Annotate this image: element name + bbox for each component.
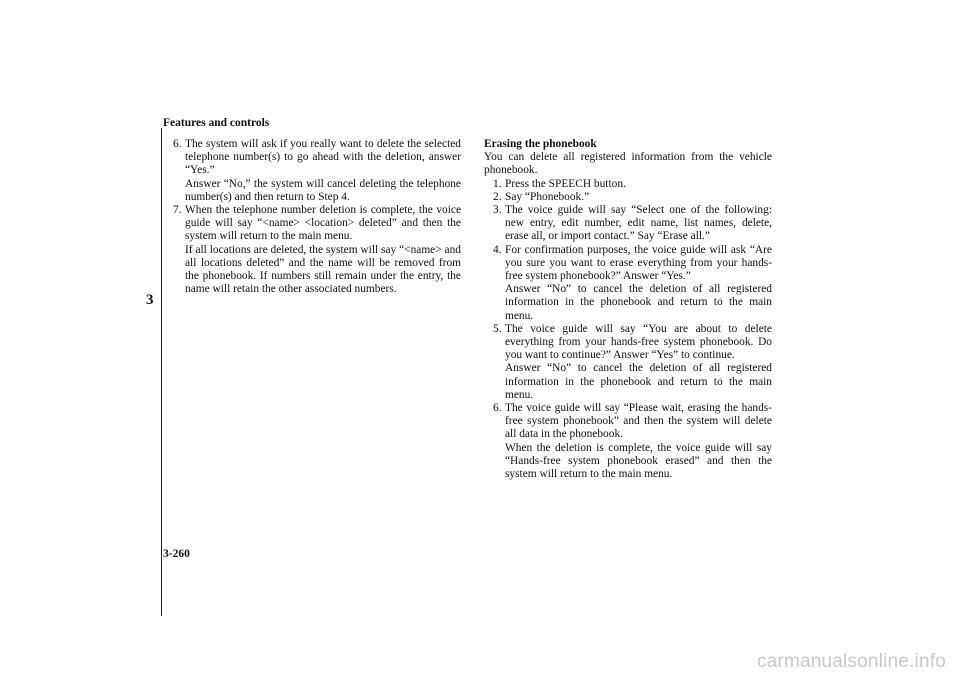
step-number: 6. [173,138,182,150]
step-paragraph: Say “Phonebook.” [505,190,590,203]
list-item [493,402,772,481]
step-paragraph: When the telephone number deletion is complete, the voice guide will say “<name> <location> deleted” and then the system will return to the main menu. [185,204,461,243]
step-paragraph: Answer “No” to cancel the deletion of all registered information in the phonebook and return to the main menu. [505,283,772,322]
list-item [493,204,772,244]
step-paragraph: Answer “No” to cancel the deletion of all registered information in the phonebook and return to the main menu. [505,362,772,401]
list-item [493,178,772,191]
step-number: 3. [493,204,502,217]
step-paragraph: The voice guide will say “Select one of the following: new entry, edit number, edit name, list names, delete, erase all, or import contact.” Say “Erase all.” [505,204,772,243]
step-paragraph: The voice guide will say “You are about to delete everything from your hands-free system phonebook. Do you want to continue?” Answer “Yes” to continue. [505,322,772,362]
step-number: 5. [493,322,502,335]
section-title: Erasing the phonebook [484,138,597,150]
page-number: 3-260 [163,548,190,560]
step-body [505,178,772,191]
step-paragraph: The voice guide will say “Please wait, erasing the hands-free system phonebook” and then the system will delete all data in the phonebook. [505,402,772,441]
step-number: 4. [493,243,502,256]
right-column [484,138,772,481]
step-number: 6. [493,402,502,415]
step-paragraph: For confirmation purposes, the voice guide will ask “Are you sure you want to erase everything from your hands-free system phonebook?” Answer “Yes.” [505,243,772,283]
step-body [505,191,772,204]
step-body [505,204,772,244]
list-item [173,138,461,204]
step-body [185,204,461,296]
step-paragraph: Answer “No,” the system will cancel deleting the telephone number(s) and then return to Step 4. [185,177,461,203]
section-intro: You can delete all registered information from the vehicle phonebook. [484,151,772,177]
list-item [493,323,772,402]
site-watermark: carmanualsonline.info [756,651,946,672]
step-number: 7. [173,204,182,217]
step-paragraph: If all locations are deleted, the system will say “<name> and all locations deleted” and the name will be removed from the phonebook. If numbers still remain under the entry, the name will retain the other associated numbers. [185,243,461,296]
left-column [173,138,461,296]
step-paragraph: The system will ask if you really want to delete the selected telephone number(s) to go ahead with the deletion, answer “Yes.” [185,138,461,177]
step-body [185,138,461,204]
step-body [505,244,772,323]
step-number: 2. [493,190,502,203]
steps-list [484,178,772,482]
step-body [505,402,772,481]
chapter-number: 3 [146,292,154,308]
chapter-tab-rule [138,128,162,616]
step-paragraph: Press the SPEECH button. [505,177,626,190]
page-header-title: Features and controls [163,117,270,129]
step-body [505,323,772,402]
step-number: 1. [493,177,502,190]
list-item [173,204,461,296]
list-item [493,191,772,204]
step-paragraph: When the deletion is complete, the voice guide will say “Hands-free system phonebook erased” and then the system will return to the main menu. [505,441,772,481]
list-item [493,244,772,323]
